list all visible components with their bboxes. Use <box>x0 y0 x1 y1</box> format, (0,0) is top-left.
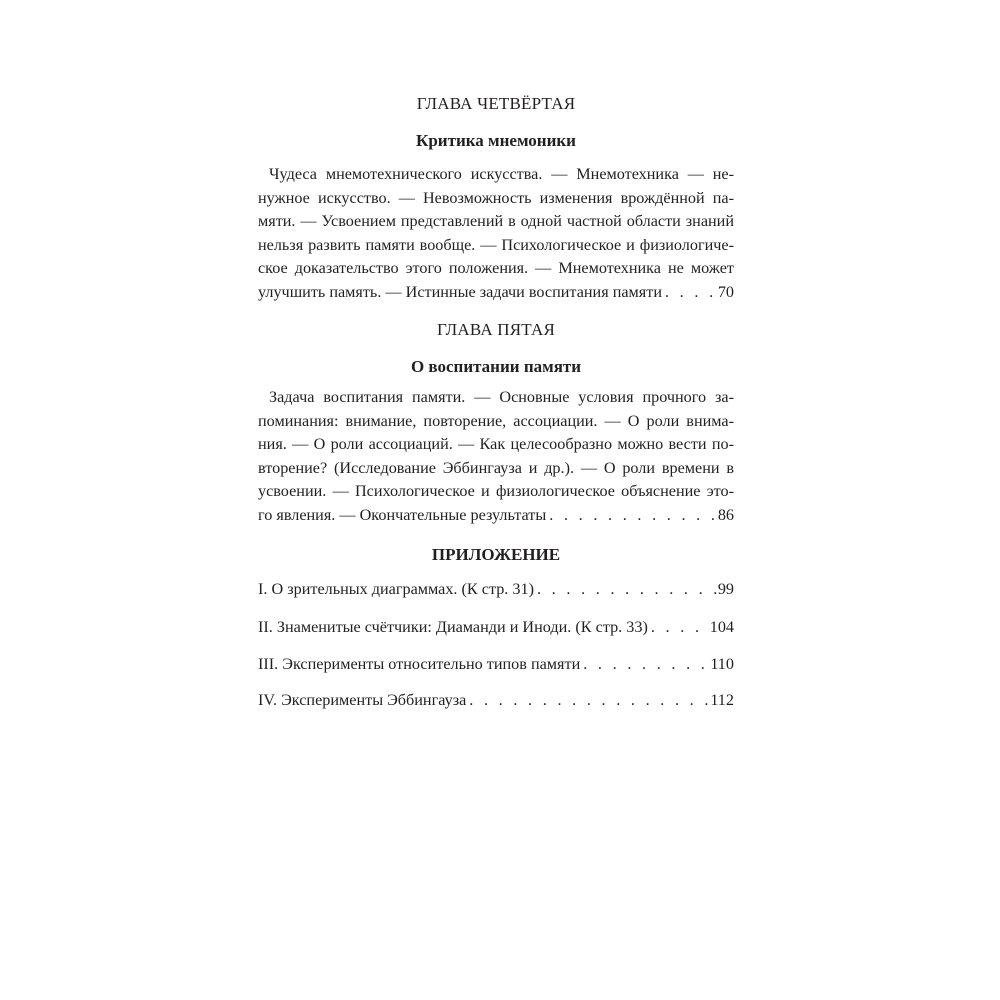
chapter-5-title: О воспитании памяти <box>410 357 582 376</box>
dot-leader <box>648 618 710 637</box>
appendix-entry <box>258 691 734 710</box>
page-number: 99 <box>717 580 734 598</box>
appendix-entry <box>258 655 734 674</box>
summary-line: ния. — О роли ассоциаций. — Как целесообразно можно вести по- <box>258 435 734 454</box>
summary-last-line <box>258 504 734 528</box>
appendix-entry-text: IV. Эксперименты Эббингауза <box>258 691 467 709</box>
summary-line: ское доказательство этого положения. — Мнемотехника не может <box>258 259 734 278</box>
summary-line: нельзя развить памяти вообще. — Психологическое и физиологиче- <box>258 235 734 254</box>
summary-line: вторение? (Исследование Эббингауза и др.). — О роли времени в <box>258 458 734 477</box>
appendix-entry-text: II. Знаменитые счётчики: Диаманди и Иноди. (К стр. 33) <box>258 618 648 636</box>
page-number: 86 <box>717 505 734 524</box>
summary-line: Чудеса мнемотехнического искусства. — Мнемотехника — не- <box>269 165 734 183</box>
page-number: 104 <box>709 618 734 636</box>
page-number: 112 <box>710 691 734 709</box>
chapter-4-summary <box>258 163 734 305</box>
page-number: 70 <box>717 282 734 301</box>
summary-line: усвоении. — Психологическое и физиологическое объяснение это- <box>258 482 734 501</box>
summary-line-text: го явления. — Окончательные результаты <box>258 505 547 524</box>
appendix-entry <box>258 580 734 599</box>
dot-leader <box>534 580 718 599</box>
appendix-title: ПРИЛОЖЕНИЕ <box>431 545 561 564</box>
appendix-entry <box>258 618 734 637</box>
summary-last-line <box>258 281 734 305</box>
summary-line: поминания: внимание, повторение, ассоциации. — О роли внима- <box>258 411 734 430</box>
summary-line: мяти. — Усвоением представлений в одной частной области знаний <box>258 212 734 231</box>
dot-leader <box>546 504 718 528</box>
summary-line: нужное искусство. — Невозможность изменения врождённой па- <box>258 188 734 207</box>
dot-leader <box>662 281 718 305</box>
appendix-entry-text: I. О зрительных диаграммах. (К стр. 31) <box>258 580 534 598</box>
chapter-4-label: ГЛАВА ЧЕТВЁРТАЯ <box>416 94 576 113</box>
dot-leader <box>466 691 710 710</box>
chapter-5-summary <box>258 386 734 528</box>
chapter-4-title: Критика мнемоники <box>416 131 576 150</box>
dot-leader <box>580 655 710 674</box>
summary-line: Задача воспитания памяти. — Основные условия прочного за- <box>269 388 734 406</box>
summary-line-text: улучшить память. — Истинные задачи воспитания памяти <box>258 282 662 301</box>
page-number: 110 <box>710 655 734 673</box>
appendix-entry-text: III. Эксперименты относительно типов памяти <box>258 655 581 673</box>
chapter-5-label: ГЛАВА ПЯТАЯ <box>436 320 556 339</box>
